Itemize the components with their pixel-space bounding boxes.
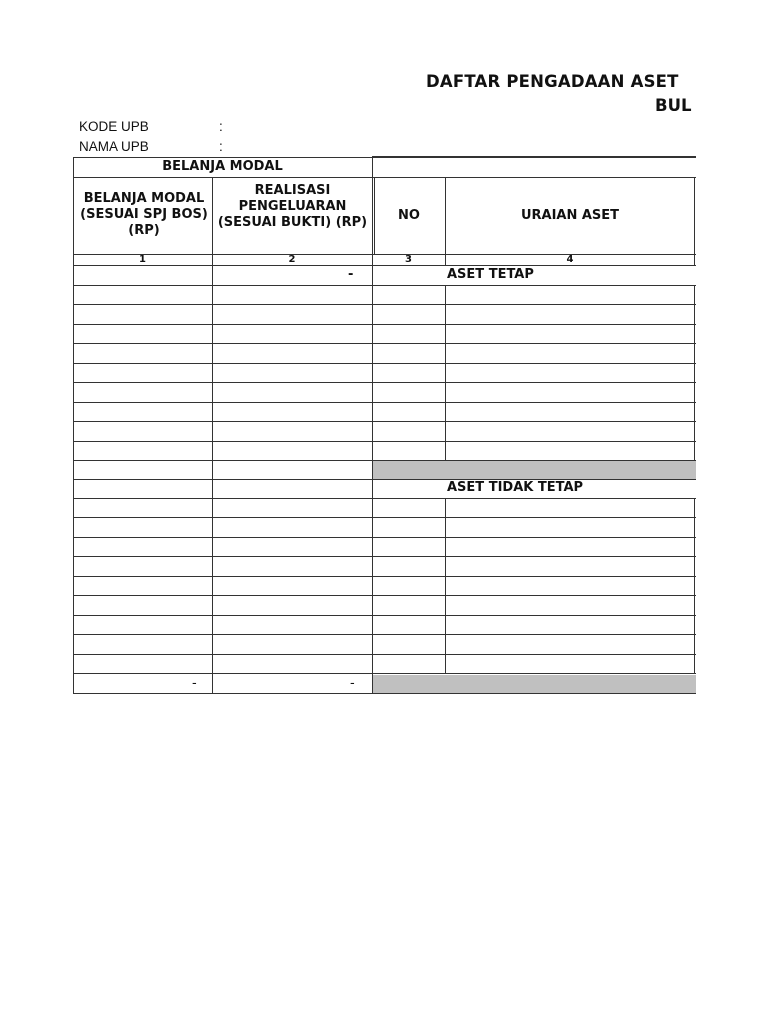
table-row-line [73, 673, 696, 674]
table-row-line [73, 363, 696, 364]
nama-upb-label: NAMA UPB [79, 139, 149, 154]
table-border [372, 157, 373, 693]
total-realisasi: - [350, 676, 355, 691]
section-aset-tetap: ASET TETAP [447, 267, 534, 282]
table-row-line [73, 343, 696, 344]
table-col-line [694, 498, 695, 674]
table-border [73, 157, 373, 158]
group-header-belanja-modal: BELANJA MODAL [162, 159, 283, 174]
table-row-line [73, 654, 696, 655]
kode-upb-label: KODE UPB [79, 119, 149, 134]
table-row-line [73, 556, 696, 557]
aset-tetap-realisasi-value: - [348, 267, 354, 282]
table-border [73, 265, 696, 266]
table-row-line [73, 615, 696, 616]
table-row-line [73, 441, 696, 442]
col2-header: REALISASI PENGELUARAN (SESUAI BUKTI) (RP) [217, 183, 368, 230]
column-number: 2 [288, 254, 296, 265]
table-border [73, 157, 74, 693]
table-row-line [73, 576, 696, 577]
column-number: 4 [566, 254, 574, 265]
shaded-subtotal-cell-1 [373, 461, 696, 479]
table-border [73, 177, 696, 178]
table-row-line [73, 634, 696, 635]
col1-header: BELANJA MODAL (SESUAI SPJ BOS) (RP) [80, 191, 208, 238]
col3-header: NO [398, 208, 420, 223]
title-line-2: BUL [655, 96, 692, 115]
table-col-line [694, 285, 695, 460]
nama-upb-colon: : [219, 139, 223, 154]
col4-header: URAIAN ASET [520, 208, 620, 223]
table-row-line [73, 402, 696, 403]
table-row-line [73, 460, 696, 461]
table-row-line [73, 595, 696, 596]
table-row-line [73, 498, 696, 499]
table-row-line [73, 537, 696, 538]
table-row-line [73, 479, 696, 480]
table-col-line [445, 285, 446, 460]
section-aset-tidak-tetap: ASET TIDAK TETAP [447, 480, 584, 495]
table-row-line [73, 693, 696, 694]
column-number: 1 [139, 254, 146, 265]
shaded-subtotal-cell-2 [373, 675, 696, 693]
table-row-line [73, 324, 696, 325]
title-line-1: DAFTAR PENGADAAN ASET [426, 72, 679, 91]
column-number: 3 [405, 254, 412, 265]
table-row-line [73, 304, 696, 305]
table-row-line [73, 285, 696, 286]
table-row-line [73, 382, 696, 383]
table-col-line [445, 498, 446, 674]
total-belanja-modal: - [192, 676, 197, 691]
table-row-line [73, 421, 696, 422]
kode-upb-colon: : [219, 119, 223, 134]
table-row-line [73, 517, 696, 518]
table-border [372, 156, 696, 158]
